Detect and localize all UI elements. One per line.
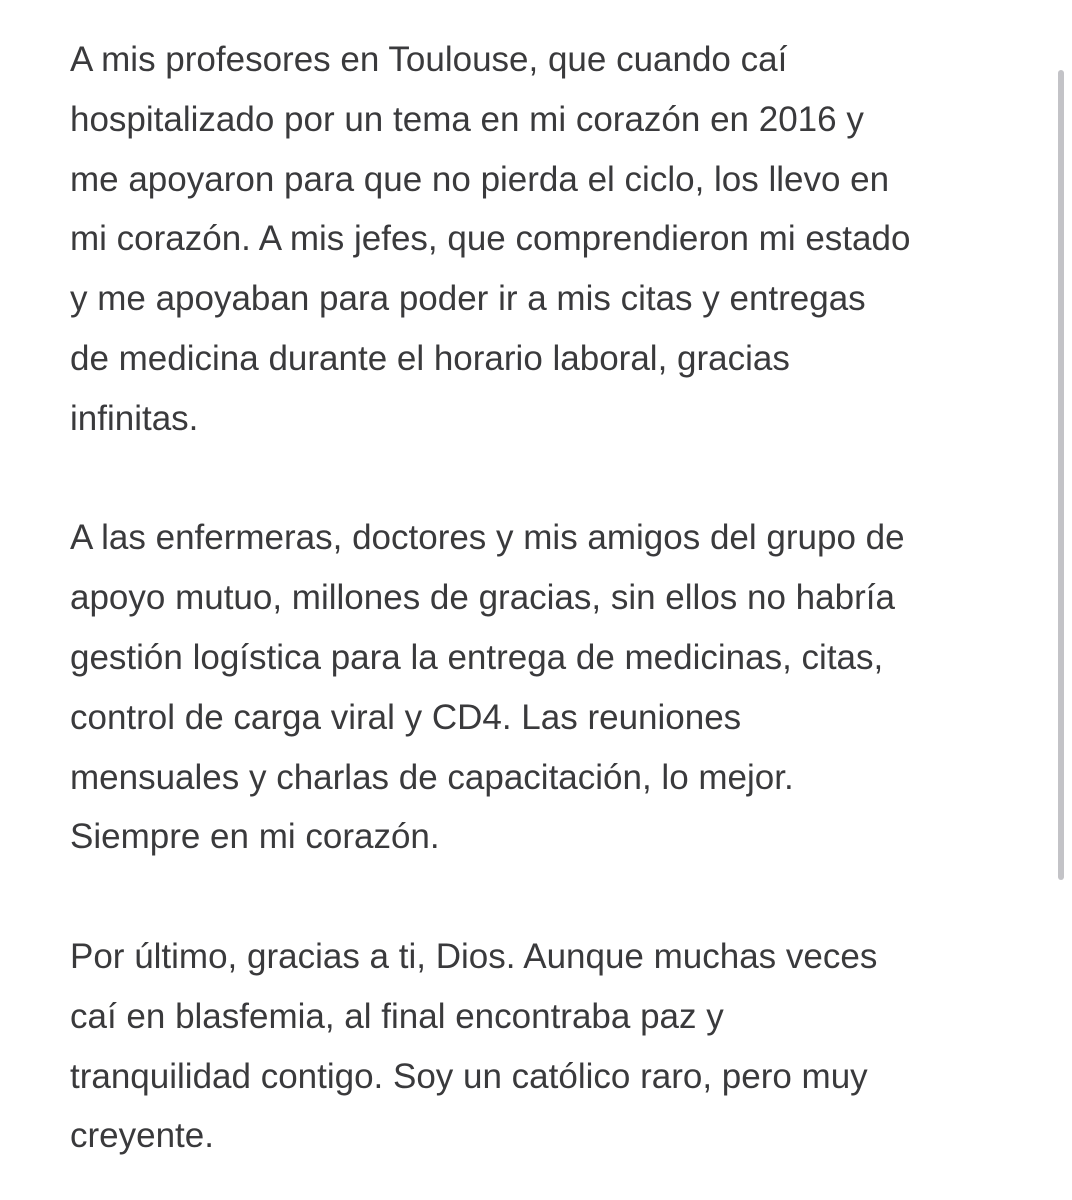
document-body[interactable] [70, 30, 1030, 1166]
paragraph-nurses-doctors [70, 508, 1030, 867]
text-line: Siempre en mi corazón. [70, 817, 440, 857]
text-line: A mis profesores en Toulouse, que cuando caí [70, 40, 788, 79]
text-line: de medicina durante el horario laboral, gracias [70, 338, 790, 378]
text-line: creyente. [70, 1116, 214, 1156]
paragraph-gap [70, 449, 1030, 509]
paragraph-teachers-bosses [70, 30, 1030, 449]
text-line: Por último, gracias a ti, Dios. Aunque muchas veces [70, 936, 878, 976]
text-line: infinitas. [70, 398, 199, 438]
text-line: tranquilidad contigo. Soy un católico raro, pero muy [70, 1056, 868, 1096]
text-line: mensuales y charlas de capacitación, lo mejor. [70, 757, 794, 797]
text-line: hospitalizado por un tema en mi corazón en 2016 y [70, 99, 864, 139]
text-line: mi corazón. A mis jefes, que comprendieron mi estado [70, 219, 911, 259]
text-line: caí en blasfemia, al final encontraba paz y [70, 996, 724, 1036]
scrollbar-thumb[interactable] [1058, 70, 1064, 880]
text-line: gestión logística para la entrega de medicinas, citas, [70, 637, 884, 677]
text-line: A las enfermeras, doctores y mis amigos del grupo de [70, 518, 905, 558]
text-line: me apoyaron para que no pierda el ciclo, los llevo en [70, 159, 890, 199]
paragraph-god [70, 927, 1030, 1166]
text-line: y me apoyaban para poder ir a mis citas y entregas [70, 279, 866, 319]
text-line: apoyo mutuo, millones de gracias, sin ellos no habría [70, 578, 895, 618]
text-line: control de carga viral y CD4. Las reuniones [70, 697, 742, 737]
paragraph-gap [70, 867, 1030, 927]
